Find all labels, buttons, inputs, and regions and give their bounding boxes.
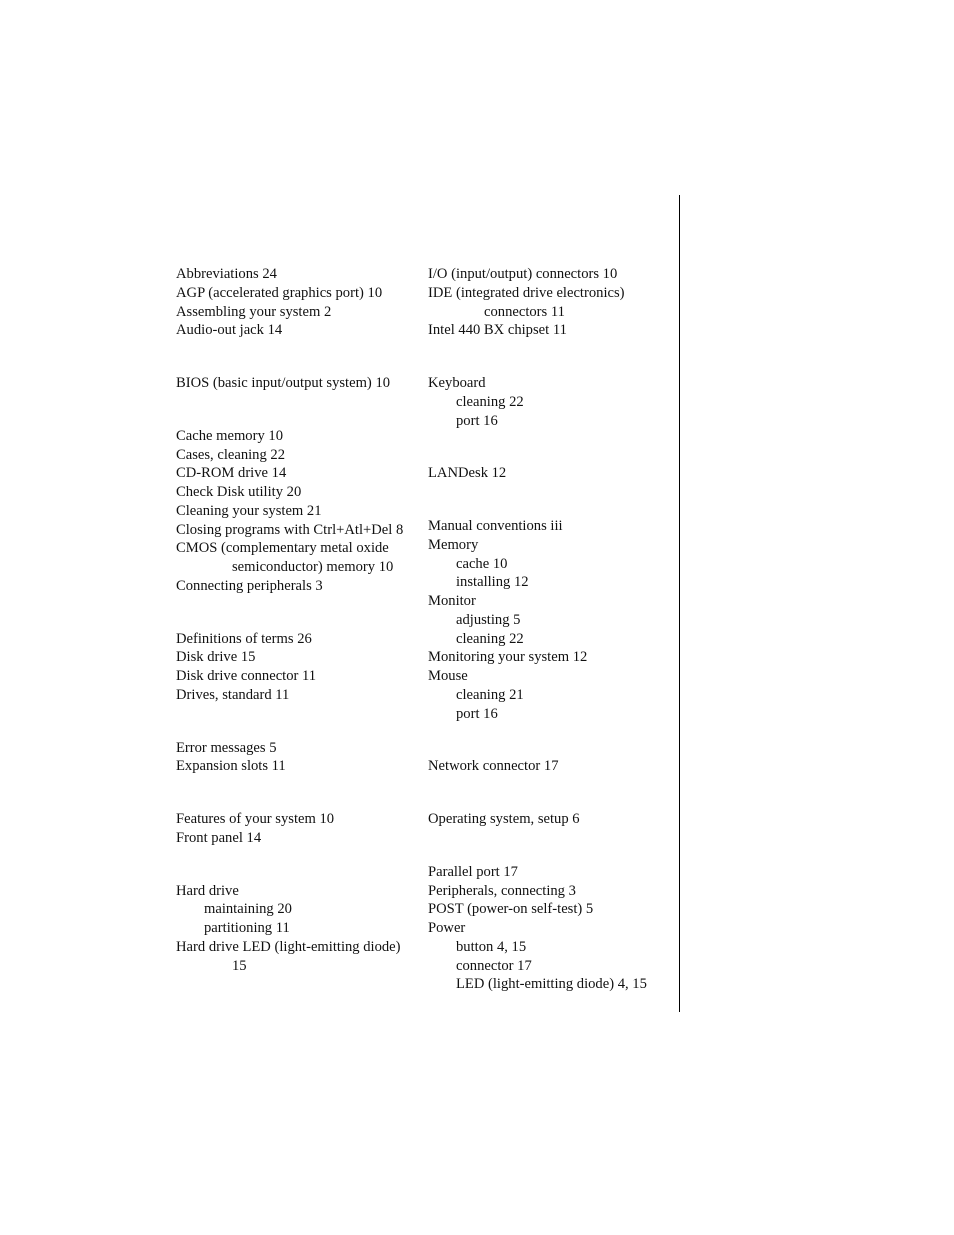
index-column-left [176,265,426,975]
index-entry: Hard drive [176,882,239,899]
index-subentry: button 4, 15 [456,938,527,955]
index-entry: Cache memory 10 [176,427,283,444]
index-subentry: connector 17 [456,957,532,974]
index-entry: Features of your system 10 [176,811,335,827]
index-group-m [428,517,678,723]
index-entry: Cleaning your system 21 [176,502,322,519]
index-group-f [176,810,426,848]
index-entry: Monitor [428,593,476,609]
index-entry: Drives, standard 11 [176,686,290,703]
index-entry: Monitoring your system 12 [428,649,588,666]
index-group-o [428,810,678,829]
index-entry-continuation: 15 [232,957,247,974]
index-entry: Power [428,920,466,936]
index-group-p [428,863,678,994]
index-subentry: LED (light-emitting diode) 4, 15 [456,976,647,993]
index-group-i [428,265,678,340]
index-entry: Intel 440 BX chipset 11 [428,322,567,339]
index-group-l [428,464,678,483]
index-entry: Audio-out jack 14 [176,322,283,339]
index-entry: Manual conventions iii [428,518,563,534]
index-entry: AGP (accelerated graphics port) 10 [176,284,383,301]
index-entry: Keyboard [428,375,486,391]
index-group-e [176,739,426,777]
index-entry: Connecting peripherals 3 [176,577,323,594]
index-entry: Error messages 5 [176,739,277,756]
index-entry: Front panel 14 [176,829,262,846]
index-entry: BIOS (basic input/output system) 10 [176,375,391,391]
index-column-right [428,265,678,994]
index-entry: Assembling your system 2 [176,303,332,320]
index-subentry: cleaning 22 [456,393,524,410]
index-subentry: port 16 [456,412,498,429]
index-entry: Parallel port 17 [428,863,518,880]
index-subentry: cleaning 21 [456,686,524,703]
index-entry: Mouse [428,668,468,684]
index-entry: CD-ROM drive 14 [176,465,287,482]
index-entry: IDE (integrated drive electronics) [428,284,625,301]
index-group-d [176,630,426,705]
index-subentry: maintaining 20 [204,901,292,918]
index-entry: Cases, cleaning 22 [176,446,286,463]
index-group-a [176,265,426,340]
index-entry: I/O (input/output) connectors 10 [428,266,618,282]
column-rule [679,195,680,1012]
index-group-h [176,882,426,976]
index-entry: Network connector 17 [428,758,559,775]
index-subentry: cleaning 22 [456,630,524,647]
index-entry: Check Disk utility 20 [176,484,302,500]
index-entry: Hard drive LED (light-emitting diode) [176,938,401,955]
index-entry: Abbreviations 24 [176,266,277,282]
index-entry: Peripherals, connecting 3 [428,882,576,899]
index-entry: Definitions of terms 26 [176,630,312,647]
index-subentry: partitioning 11 [204,920,290,936]
index-entry: Closing programs with Ctrl+Atl+Del 8 [176,521,404,538]
index-entry: Disk drive 15 [176,649,256,666]
index-group-n [428,757,678,776]
index-group-k [428,374,678,430]
index-subentry: adjusting 5 [456,611,521,628]
index-entry: Operating system, setup 6 [428,811,580,827]
index-group-b [176,374,426,393]
index-subentry: cache 10 [456,555,508,572]
index-entry: Expansion slots 11 [176,758,286,775]
index-entry: CMOS (complementary metal oxide [176,540,389,557]
index-group-c [176,427,426,596]
index-entry-continuation: connectors 11 [484,303,565,320]
index-entry: Disk drive connector 11 [176,668,317,684]
index-entry: Memory [428,536,479,553]
index-entry-continuation: semiconductor) memory 10 [232,559,394,575]
index-entry: LANDesk 12 [428,465,507,482]
index-entry: POST (power-on self-test) 5 [428,901,594,918]
index-subentry: installing 12 [456,574,529,591]
index-subentry: port 16 [456,705,498,722]
